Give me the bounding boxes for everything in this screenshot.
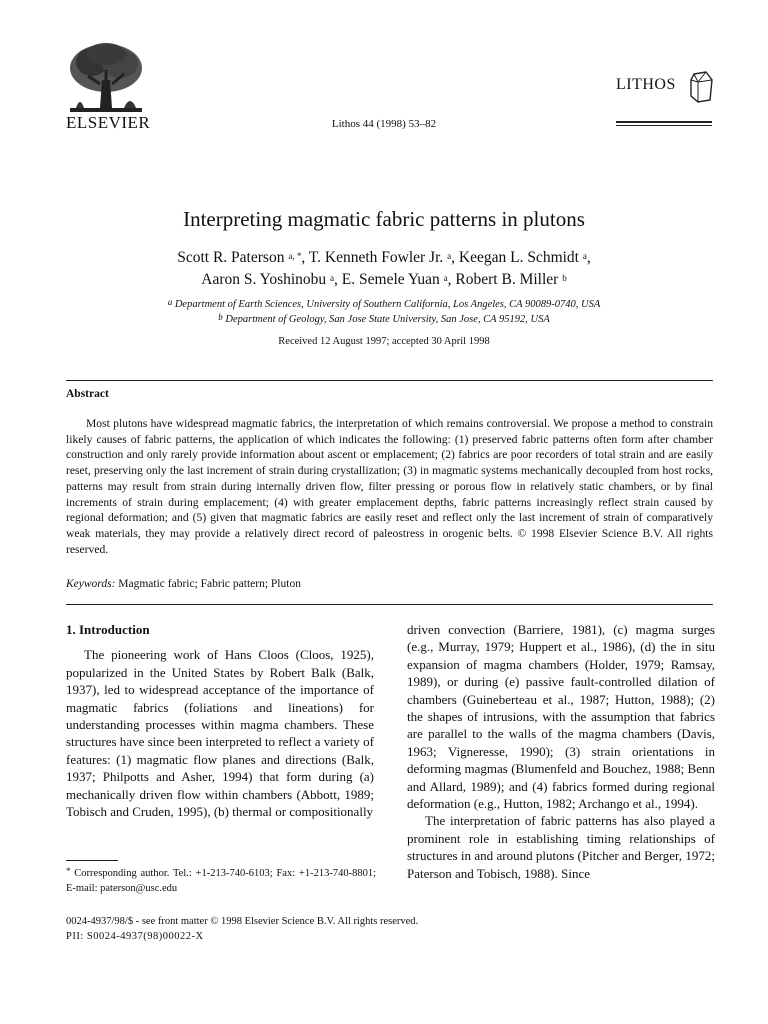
authors-line-1 (0, 247, 768, 269)
affiliation-text: Department of Earth Sciences, University of Southern California, Los Angeles, CA 90089-0740, USA (174, 299, 601, 310)
journal-reference: Lithos 44 (1998) 53–82 (331, 118, 437, 130)
keywords (66, 578, 301, 590)
author-separator: , (451, 249, 459, 266)
affiliation-marker: b (218, 312, 223, 322)
author-name: Aaron S. Yoshinobu (201, 271, 327, 288)
body-paragraph: The interpretation of fabric patterns has also played a prominent role in establishing timing relationships of structures in and around plutons (Pitcher and Berger, 1972; Paterson and Tobisch, 1988). Since (407, 813, 715, 881)
affiliation-b (0, 312, 768, 327)
publisher-name: ELSEVIER (66, 113, 151, 132)
affiliation-marker: a (167, 297, 173, 307)
body-paragraph: driven convection (Barriere, 1981), (c) magma surges (e.g., Murray, 1979; Huppert et al., 1986), (d) the in situ expansion of magma chambers (Holder, 1979; Ramsay, 1989), or during (e) passive fault-controlled dilation of chambers (Guineberteau et al., 1987; Hutton, 1988); (2) the shapes of intrusions, with the assumption that fabrics are parallel to the walls of the magma chambers (Davis, 1963; Vigneresse, 1990); (3) strain orientations in deforming magmas (Blumenfeld and Bouchez, 1988; Benn and Allard, 1989); and (4) fabrics formed during regional deformation (e.g., Hutton, 1982; Archango et al., 1994). (407, 622, 715, 812)
author-affiliation-marker: a (330, 273, 335, 283)
author-affiliation-marker: a, * (288, 251, 302, 261)
author-name: Robert B. Miller (455, 271, 559, 288)
footnote-text: Corresponding author. Tel.: +1-213-740-6103; Fax: +1-213-740-8801; E-mail: paterson@usc.edu (66, 868, 376, 894)
article-title: Interpreting magmatic fabric patterns in plutons (183, 207, 585, 231)
author-list (0, 247, 768, 291)
elsevier-tree-logo (66, 40, 146, 120)
abstract-heading: Abstract (66, 388, 109, 400)
footnote-rule (66, 860, 118, 861)
right-column (407, 621, 715, 882)
author-separator: , (447, 271, 456, 288)
keywords-text: Magmatic fabric; Fabric pattern; Pluton (118, 578, 301, 590)
author-separator: , (301, 249, 309, 266)
keywords-bottom-rule (66, 604, 713, 605)
author-separator: , (334, 271, 342, 288)
masthead-rule (616, 121, 712, 123)
journal-masthead (616, 76, 676, 94)
abstract-text: Most plutons have widespread magmatic fabrics, the interpretation of which remains controversial. We propose a method to constrain likely causes of fabric patterns, the application of which indicates the following: (1) preserved fabric patterns often form after chamber construction and only rarely provide information about ascent or emplacement; (2) fabrics are poor recorders of total strain and are easily reset, preserving only the last increment of strain during crystallization; (3) in magmatic systems mechanically decoupled from host rocks, patterns may result from strain during internally driven flow, filter pressing or porous flow in relatively static chambers, or by final increments of strain during emplacement; (4) with greater emplacement depths, fabric patterns increasingly reflect strain caused by regional deformation; and (5) given that magmatic fabrics are easily reset and reflect only the last increment of strain of comparatively weak materials, they may provide a relatively direct record of paleostress in orogenic belts. © 1998 Elsevier Science B.V. All rights reserved. (66, 417, 713, 556)
received-dates: Received 12 August 1997; accepted 30 April 1998 (278, 336, 490, 347)
masthead-rule-thin (616, 125, 712, 126)
abstract-top-rule (66, 380, 713, 381)
keywords-label: Keywords: (66, 578, 116, 590)
footnote-marker: * (66, 866, 71, 876)
affiliation-text: Department of Geology, San Jose State University, San Jose, CA 95192, USA (225, 314, 550, 325)
body-paragraph: The pioneering work of Hans Cloos (Cloos, 1925), popularized in the United States by Robert Balk (Balk, 1937), led to widespread acceptance of the importance of magmatic fabrics (foliations and lineations) for understanding processes within magma chambers. These structures have since been interpreted to reflect a variety of features: (1) magmatic flow planes and directions (Balk, 1937; Philpotts and Asher, 1994) that form during (a) mechanically driven flow within chambers (Abbott, 1989; Tobisch and Cruden, 1995), (b) thermal or compositionally (66, 647, 374, 820)
left-column (66, 621, 374, 820)
author-affiliation-marker: a (443, 273, 448, 283)
author-affiliation-marker: b (562, 273, 567, 283)
author-name: E. Semele Yuan (341, 271, 440, 288)
author-name: Scott R. Paterson (177, 249, 285, 266)
footnote (66, 866, 376, 896)
author-name: T. Kenneth Fowler Jr. (308, 249, 444, 266)
author-affiliation-marker: a (582, 251, 587, 261)
author-separator: , (586, 249, 591, 266)
affiliation-a (0, 297, 768, 312)
author-affiliation-marker: a (447, 251, 452, 261)
author-name: Keegan L. Schmidt (458, 249, 579, 266)
authors-line-2 (0, 269, 768, 291)
affiliations (0, 297, 768, 327)
journal-name: LITHOS (616, 76, 676, 93)
pii-line: PII: S0024-4937(98)00022-X (66, 931, 204, 942)
copyright-line: 0024-4937/98/$ - see front matter © 1998 Elsevier Science B.V. All rights reserved. (66, 916, 419, 927)
crystal-icon (688, 70, 714, 104)
section-heading: 1. Introduction (66, 622, 150, 637)
